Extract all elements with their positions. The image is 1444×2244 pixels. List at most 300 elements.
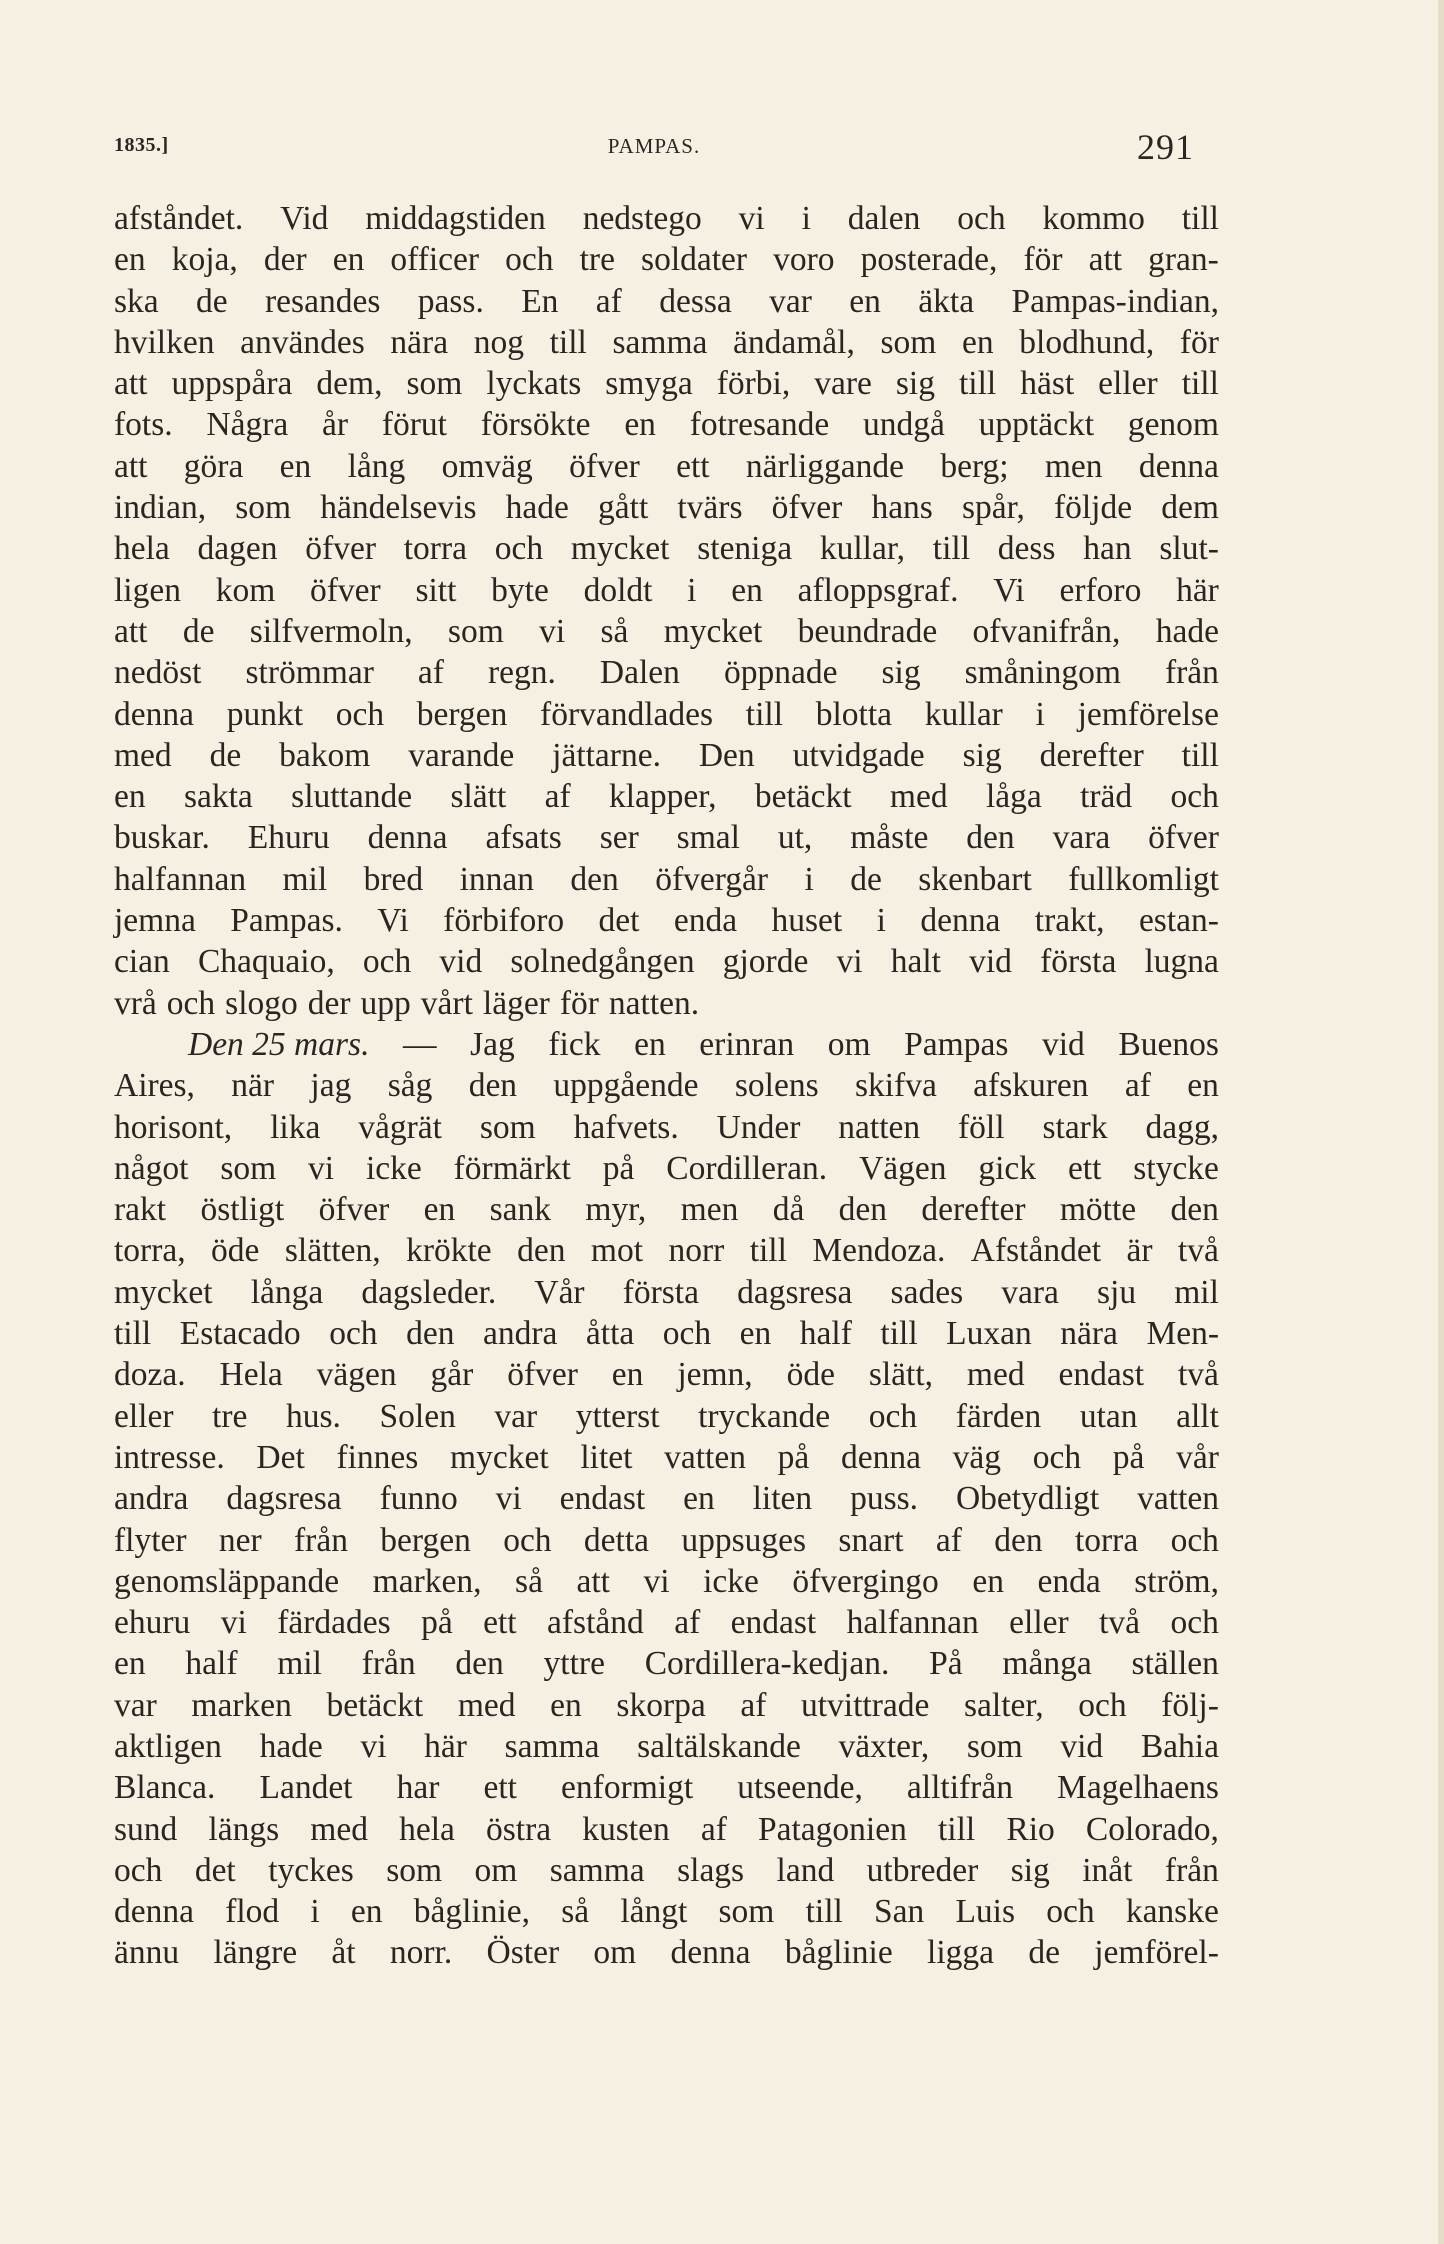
word: då <box>772 1191 805 1229</box>
word: ligga <box>927 1934 995 1972</box>
word: Estacado <box>179 1315 301 1353</box>
text-line <box>114 1932 1219 1973</box>
word: buskar. <box>114 819 210 857</box>
word: hela <box>399 1810 455 1848</box>
word: hafvets. <box>573 1108 679 1146</box>
text-line <box>114 1850 1219 1891</box>
word: öfver <box>318 1191 390 1229</box>
word: två <box>1177 1232 1219 1270</box>
word: kom <box>215 571 276 609</box>
text-line <box>114 1891 1219 1932</box>
word: jemförel- <box>1094 1934 1219 1972</box>
word: väg <box>952 1438 1002 1476</box>
word: ligen <box>114 571 181 609</box>
word: han <box>1083 530 1132 568</box>
word: En <box>521 282 559 320</box>
word: och <box>957 200 1006 237</box>
word: kanske <box>1125 1893 1219 1931</box>
word: Men- <box>1146 1315 1219 1353</box>
word: flod <box>225 1893 280 1931</box>
word: och <box>329 1315 378 1353</box>
word: doza. <box>114 1356 186 1394</box>
word: hans <box>871 489 933 527</box>
word: var <box>769 282 812 320</box>
word: men <box>680 1191 739 1229</box>
word: så <box>561 1893 590 1931</box>
word: marken <box>191 1686 292 1724</box>
word: slätten, <box>284 1232 381 1270</box>
word: vi <box>220 1604 247 1642</box>
word: Den <box>698 736 755 774</box>
word: Dalen <box>599 654 680 692</box>
word: af <box>935 1521 962 1559</box>
word: med <box>889 778 948 816</box>
word: beundrade <box>797 612 938 650</box>
word: var <box>494 1397 538 1435</box>
word: Vi <box>377 902 409 940</box>
word: afsats <box>485 819 562 857</box>
word: detta <box>583 1521 650 1559</box>
word: gjorde <box>722 943 809 981</box>
word: bergen <box>380 1521 471 1559</box>
word: af <box>674 1604 701 1642</box>
word: Afståndet <box>970 1232 1102 1270</box>
word: hade <box>259 1727 323 1765</box>
word: som <box>479 1108 536 1146</box>
word: öfver <box>305 530 376 568</box>
word: vrå <box>114 984 157 1022</box>
word: sank <box>489 1191 551 1229</box>
word: östra <box>486 1810 552 1848</box>
text-line <box>114 404 1219 445</box>
text-line <box>114 1561 1219 1602</box>
word: dem, <box>316 365 383 403</box>
text-line <box>114 1148 1219 1189</box>
word: öfver <box>771 489 843 527</box>
text-line <box>114 776 1219 817</box>
word: half <box>185 1645 238 1683</box>
word: ett <box>676 447 710 485</box>
word: och <box>868 1397 918 1435</box>
word: Cordilleran. <box>666 1149 828 1187</box>
word: för <box>559 984 599 1022</box>
word: saltälskande <box>637 1727 801 1765</box>
word: många <box>1002 1645 1092 1683</box>
word: den <box>1170 1191 1219 1229</box>
text-line <box>114 611 1219 652</box>
word: Några <box>206 406 289 444</box>
word: steniga <box>697 530 793 568</box>
word: som <box>966 1727 1023 1765</box>
word: om <box>827 1025 871 1063</box>
word: hade <box>1155 612 1219 650</box>
word: Rio <box>1006 1810 1055 1848</box>
word: en <box>739 1315 772 1353</box>
word: färdades <box>277 1604 391 1642</box>
word: öde <box>786 1356 835 1394</box>
word: Jag <box>470 1025 515 1063</box>
text-line <box>114 652 1219 693</box>
word: rakt <box>114 1191 167 1229</box>
word: mil <box>1174 1273 1219 1311</box>
word: kullar, <box>819 530 906 568</box>
word: denna <box>840 1438 921 1476</box>
word: gran- <box>1148 241 1219 279</box>
word: en <box>634 1025 666 1063</box>
word: lika <box>270 1108 321 1146</box>
word: utvidgade <box>792 736 925 774</box>
word: och <box>166 984 216 1022</box>
word: Magelhaens <box>1057 1769 1219 1807</box>
word: år <box>322 406 349 444</box>
word: den <box>838 1191 888 1229</box>
word: uppgående <box>553 1067 699 1105</box>
word: der <box>263 241 307 279</box>
word: cian <box>114 943 170 981</box>
word: yttre <box>543 1645 605 1683</box>
word: funno <box>379 1480 458 1518</box>
word: erinran <box>699 1025 795 1063</box>
word: ström, <box>1134 1562 1219 1600</box>
word: vi <box>360 1727 387 1765</box>
word: icke <box>365 1149 422 1187</box>
word: tre <box>212 1397 248 1435</box>
word: här <box>1176 571 1219 609</box>
word: hus. <box>286 1397 341 1435</box>
word: båglinie <box>784 1934 893 1972</box>
word: ett <box>483 1769 517 1807</box>
word: ytterst <box>575 1397 660 1435</box>
word: och <box>1046 1893 1095 1931</box>
word: norr. <box>389 1934 453 1972</box>
word: Pampas <box>904 1025 1009 1063</box>
word: med <box>457 1686 516 1724</box>
text-line <box>114 900 1219 941</box>
word: öppnade <box>723 654 838 692</box>
text-line <box>114 1189 1219 1230</box>
word: sig <box>962 736 1002 774</box>
word: från <box>294 1521 348 1559</box>
word: pass. <box>417 282 484 320</box>
word: förut <box>381 406 447 444</box>
word: sig <box>895 365 935 403</box>
word: der <box>307 984 351 1022</box>
word: till <box>1181 736 1219 774</box>
word: stark <box>1042 1108 1108 1146</box>
paragraph-1 <box>114 198 1219 1024</box>
word: denna <box>367 819 448 857</box>
word: tryckande <box>698 1397 831 1435</box>
word: mycket <box>114 1273 213 1311</box>
word: enformigt <box>561 1769 694 1807</box>
word: Vi <box>993 571 1025 609</box>
word: en <box>972 1562 1004 1600</box>
word: dagsresa <box>226 1480 342 1518</box>
word: krökte <box>406 1232 492 1270</box>
text-line <box>114 1354 1219 1395</box>
word: på <box>421 1604 453 1642</box>
word: dagsleder. <box>361 1273 497 1311</box>
word: fullkomligt <box>1068 860 1219 898</box>
word: af <box>595 282 622 320</box>
word: Pampas. <box>230 902 343 940</box>
word: Vid <box>280 200 329 237</box>
word: nära <box>390 323 449 361</box>
word: upp <box>360 984 411 1022</box>
word: estan- <box>1138 902 1219 940</box>
word: På <box>929 1645 963 1683</box>
word: icke <box>703 1562 759 1600</box>
word: salter, <box>964 1686 1044 1724</box>
word: vår <box>1176 1438 1219 1476</box>
word: som <box>235 489 292 527</box>
word: att <box>114 447 148 485</box>
text-line-entry-start <box>114 1024 1219 1065</box>
word: strömmar <box>245 654 374 692</box>
word: i <box>801 200 811 237</box>
word: vatten <box>1137 1480 1219 1518</box>
text-line <box>114 1065 1219 1106</box>
word: endast <box>1058 1356 1145 1394</box>
word: vi <box>308 1149 335 1187</box>
word: i <box>310 1893 320 1931</box>
word: dessa <box>659 282 732 320</box>
word: de <box>182 612 215 650</box>
word: den <box>570 860 619 898</box>
word: samma <box>612 323 708 361</box>
word: mil <box>277 1645 322 1683</box>
word: med <box>966 1356 1025 1394</box>
word: om <box>474 1851 518 1889</box>
word: skorpa <box>616 1686 706 1724</box>
word: ännu <box>114 1934 180 1972</box>
word: och <box>494 530 544 568</box>
word: i <box>1035 695 1045 733</box>
word: långt <box>620 1893 688 1931</box>
word: nära <box>1060 1315 1118 1353</box>
word: öde <box>211 1232 260 1270</box>
word: samma <box>504 1727 600 1765</box>
word: slogo <box>225 984 298 1022</box>
text-line <box>114 1685 1219 1726</box>
word: har <box>396 1769 440 1807</box>
text-line <box>114 322 1219 363</box>
word: blotta <box>815 695 892 733</box>
word: trakt, <box>1034 902 1105 940</box>
word: en <box>114 241 146 279</box>
word: punkt <box>226 695 304 733</box>
word: som <box>718 1893 775 1931</box>
word: half <box>799 1315 852 1353</box>
word: som <box>220 1149 277 1187</box>
word: afståndet. <box>114 200 244 237</box>
word: smal <box>676 819 740 857</box>
word: förvandlades <box>540 695 714 733</box>
word: till <box>1181 365 1219 403</box>
word: jättarne. <box>552 736 661 774</box>
word: betäckt <box>754 778 852 816</box>
word: och <box>335 695 385 733</box>
text-line <box>114 859 1219 900</box>
word: sund <box>114 1810 178 1848</box>
word: i <box>876 902 886 940</box>
word: häst <box>1020 365 1075 403</box>
word: till <box>932 530 971 568</box>
word: uppsuges <box>681 1521 807 1559</box>
word: småningom <box>964 654 1121 692</box>
word: eller <box>114 1397 174 1435</box>
word: af <box>740 1686 767 1724</box>
word: gick <box>978 1149 1037 1187</box>
word: kullar <box>924 695 1003 733</box>
word: ändamål, <box>733 323 855 361</box>
word: och <box>1170 778 1219 816</box>
text-line <box>114 1643 1219 1684</box>
word: och <box>1032 1438 1082 1476</box>
word: en <box>683 1480 715 1518</box>
word: halfannan <box>846 1604 979 1642</box>
text-line <box>114 528 1219 569</box>
word: enda <box>673 902 738 940</box>
word: afloppsgraf. <box>797 571 959 609</box>
word: om <box>593 1934 637 1972</box>
word: torra, <box>114 1232 186 1270</box>
word: regn. <box>487 654 556 692</box>
word: omväg <box>441 447 533 485</box>
word: huset <box>771 902 843 940</box>
word: afstånd <box>547 1604 644 1642</box>
word: Ehuru <box>247 819 330 857</box>
word: till <box>1181 200 1219 237</box>
word: den <box>455 1645 504 1683</box>
word: Cordillera-kedjan. <box>644 1645 890 1683</box>
word: Vägen <box>859 1149 947 1187</box>
word: en <box>611 1356 644 1394</box>
word: till <box>937 1810 976 1848</box>
word: östligt <box>200 1191 285 1229</box>
word: slätt <box>450 778 507 816</box>
word: till <box>114 1315 152 1353</box>
word: solens <box>734 1067 819 1105</box>
word: det <box>598 902 640 940</box>
word: en <box>423 1191 456 1229</box>
word: dalen <box>847 200 921 237</box>
word: till <box>749 1232 787 1270</box>
paragraph-2 <box>114 1065 1219 1974</box>
word: går <box>430 1356 474 1394</box>
word: den <box>966 819 1015 857</box>
word: som <box>386 1851 443 1889</box>
word: till <box>745 695 783 733</box>
word: en <box>114 778 146 816</box>
word: träd <box>1080 778 1133 816</box>
word: Colorado, <box>1085 1810 1219 1848</box>
word: allt <box>1176 1397 1219 1435</box>
word: närliggande <box>745 447 905 485</box>
word: undgå <box>863 406 945 444</box>
word: öfver <box>1148 819 1219 857</box>
word: Vår <box>534 1273 585 1311</box>
word: så <box>515 1562 543 1600</box>
word: nedstego <box>582 200 702 237</box>
word: åt <box>331 1934 356 1972</box>
word: dagsresa <box>737 1273 853 1311</box>
word: Det <box>256 1438 305 1476</box>
word: jemförelse <box>1077 695 1219 733</box>
word: Hela <box>219 1356 283 1394</box>
word: längs <box>208 1810 280 1848</box>
word: i <box>687 571 697 609</box>
word: genom <box>1127 406 1219 444</box>
word: sluttande <box>291 778 413 816</box>
word: utan <box>1079 1397 1138 1435</box>
word: sju <box>1096 1273 1137 1311</box>
word: Luis <box>955 1893 1016 1931</box>
word: vara <box>1001 1273 1059 1311</box>
word: ska <box>114 282 159 320</box>
running-head-title: PAMPAS. <box>607 134 701 158</box>
word: snart <box>838 1521 904 1559</box>
word: betäckt <box>326 1686 424 1724</box>
word: alltifrån <box>906 1769 1013 1807</box>
word: mycket <box>570 530 670 568</box>
word: ut, <box>777 819 813 857</box>
word: från <box>1164 1851 1219 1889</box>
word: erforo <box>1059 571 1142 609</box>
word: som <box>880 323 937 361</box>
word: är <box>1126 1232 1153 1270</box>
word: vi <box>495 1480 522 1518</box>
word: en <box>731 571 763 609</box>
word: Bahia <box>1140 1727 1219 1765</box>
text-line <box>114 1107 1219 1148</box>
word: jemna <box>114 902 196 940</box>
word: denna <box>114 1893 194 1931</box>
word: vi <box>836 943 863 981</box>
word: Obetydligt <box>955 1480 1100 1518</box>
word: från <box>361 1645 416 1683</box>
word: bakom <box>279 736 371 774</box>
word: myr, <box>585 1191 647 1229</box>
word: vatten <box>664 1438 746 1476</box>
word: endast <box>730 1604 817 1642</box>
word: två <box>1177 1356 1219 1394</box>
word: torra <box>1074 1521 1139 1559</box>
word: kommo <box>1042 200 1145 237</box>
word: Landet <box>259 1769 353 1807</box>
word: indian, <box>114 489 207 527</box>
word: genomsläppande <box>114 1562 340 1600</box>
word: en <box>849 282 881 320</box>
word: förbiforo <box>443 902 565 940</box>
word: vågrät <box>358 1108 442 1146</box>
word: denna <box>920 902 1001 940</box>
word: andra <box>482 1315 558 1353</box>
word: mot <box>590 1232 644 1270</box>
word: utbreder <box>866 1851 979 1889</box>
word: berg; <box>940 447 1009 485</box>
word: af <box>1124 1067 1151 1105</box>
word: innan <box>459 860 534 898</box>
word: en <box>350 1893 383 1931</box>
word: såg <box>387 1067 433 1105</box>
word: fots. <box>114 406 173 444</box>
text-line <box>114 281 1219 322</box>
word: Buenos <box>1118 1025 1219 1063</box>
running-head-year: 1835.] <box>114 134 169 156</box>
word: afskuren <box>973 1067 1089 1105</box>
word: till <box>958 365 997 403</box>
